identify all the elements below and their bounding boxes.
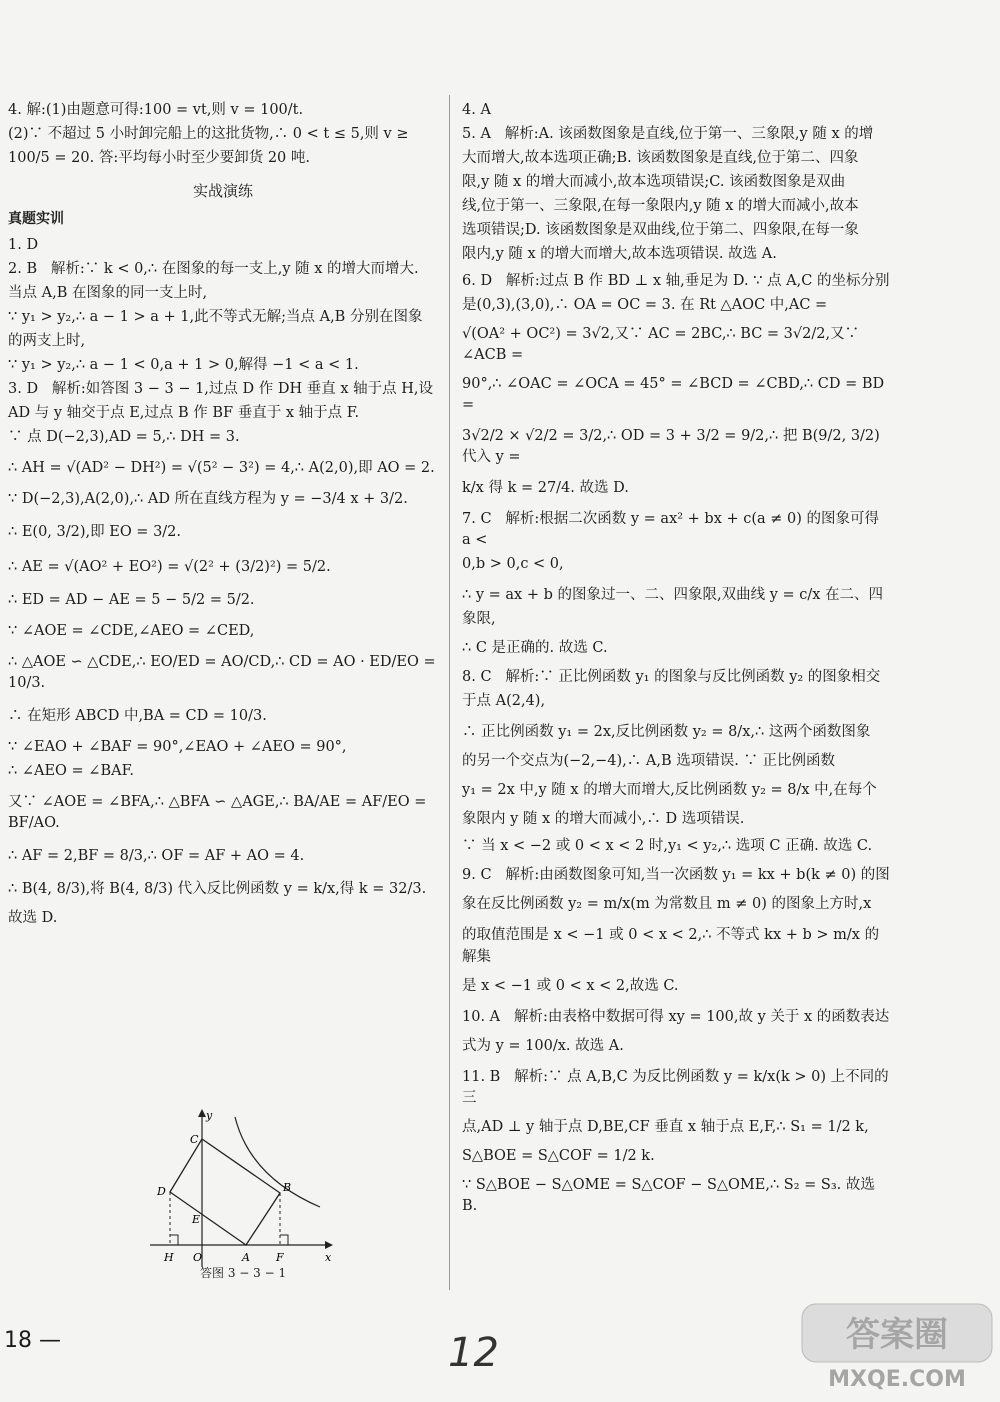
watermark-url: MXQE.COM	[828, 1367, 966, 1392]
answer-line: 选项错误;D. 该函数图象是双曲线,位于第二、四象限,在每一象	[462, 222, 859, 239]
answer-line: (2)∵ 不超过 5 小时卸完船上的这批货物,∴ 0 < t ≤ 5,则 v ≥	[8, 126, 409, 143]
answer-line: 限内,y 随 x 的增大而增大,故本选项错误. 故选 A.	[462, 246, 777, 263]
watermark-text: 答案圈	[846, 1315, 948, 1355]
answer-line: ∴ B(4, 8/3),将 B(4, 8/3) 代入反比例函数 y = k/x,得 k = 32/3.	[8, 881, 427, 898]
answer-line: 3. D 解析:如答图 3 − 3 − 1,过点 D 作 DH 垂直 x 轴于点 H,设	[8, 381, 434, 398]
label-y: y	[206, 1109, 213, 1122]
answer-line: 点,AD ⊥ y 轴于点 D,BE,CF 垂直 x 轴于点 E,F,∴ S₁ = 1/2 k,	[462, 1118, 869, 1135]
right-angle-mark-h	[170, 1235, 178, 1245]
answer-line: y₁ = 2x 中,y 随 x 的增大而增大,反比例函数 y₂ = 8/x 中,在每个	[462, 782, 877, 799]
answer-line: 1. D	[8, 237, 39, 254]
right-angle-mark-f	[280, 1235, 288, 1245]
answer-line: 的两支上时,	[8, 333, 86, 350]
answer-line: 0,b > 0,c < 0,	[462, 556, 564, 573]
answer-line: ∴ ED = AD − AE = 5 − 5/2 = 5/2.	[8, 592, 255, 609]
answer-line: 5. A 解析:A. 该函数图象是直线,位于第一、三象限,y 随 x 的增	[462, 126, 874, 143]
answer-line: 4. 解:(1)由题意可得:100 = vt,则 v = 100/t.	[8, 102, 304, 118]
answer-line: ∵ D(−2,3),A(2,0),∴ AD 所在直线方程为 y = −3/4 x + 3/2.	[8, 491, 408, 508]
left-column	[8, 100, 441, 932]
answer-line: ∴ y = ax + b 的图象过一、二、四象限,双曲线 y = c/x 在二、四	[462, 587, 884, 604]
label-h: H	[164, 1251, 174, 1264]
answer-line: 90°,∴ ∠OAC = ∠OCA = 45° = ∠BCD = ∠CBD,∴ CD = BD =	[462, 376, 889, 414]
answer-line: 当点 A,B 在图象的同一支上时,	[8, 285, 208, 302]
answer-line: 故选 D.	[8, 910, 58, 927]
answer-line: ∵ ∠AOE = ∠CDE,∠AEO = ∠CED,	[8, 623, 255, 640]
answer-line: 7. C 解析:根据二次函数 y = ax² + bx + c(a ≠ 0) 的图象可得 a <	[462, 511, 884, 549]
answer-line: ∴ AE = √(AO² + EO²) = √(2² + (3/2)²) = 5/2.	[8, 559, 331, 576]
label-e: E	[192, 1213, 201, 1226]
column-divider	[449, 95, 450, 1290]
answer-line: ∴ 正比例函数 y₁ = 2x,反比例函数 y₂ = 8/x,∴ 这两个函数图象	[462, 724, 871, 741]
y-axis-arrow	[198, 1109, 206, 1117]
answer-line: 6. D 解析:过点 B 作 BD ⊥ x 轴,垂足为 D. ∵ 点 A,C 的坐标分别	[462, 273, 890, 290]
answer-line: 11. B 解析:∵ 点 A,B,C 为反比例函数 y = k/x(k > 0) 上不同的三	[462, 1068, 889, 1106]
answer-line: ∵ 点 D(−2,3),AD = 5,∴ DH = 3.	[8, 429, 240, 446]
answer-line: 的取值范围是 x < −1 或 0 < x < 2,∴ 不等式 kx + b > m/x 的解集	[462, 927, 880, 965]
answer-line: 大而增大,故本选项正确;B. 该函数图象是直线,位于第二、四象	[462, 150, 859, 167]
answer-line: 100/5 = 20. 答:平均每小时至少要卸货 20 吨.	[8, 150, 310, 167]
answer-line: 8. C 解析:∵ 正比例函数 y₁ 的图象与反比例函数 y₂ 的图象相交	[462, 669, 881, 686]
hyperbola-curve	[235, 1117, 320, 1207]
answer-line: ∴ E(0, 3/2),即 EO = 3/2.	[8, 524, 182, 541]
subsection-title: 真题实训	[8, 210, 64, 227]
handwritten-note: 12	[448, 1330, 499, 1376]
section-title: 实战演练	[192, 182, 253, 201]
label-b: B	[283, 1181, 292, 1194]
answer-line: √(OA² + OC²) = 3√2,又∵ AC = 2BC,∴ BC = 3√2/2,又∵ ∠ACB =	[462, 326, 864, 364]
label-d: D	[157, 1185, 166, 1198]
answer-line: 是 x < −1 或 0 < x < 2,故选 C.	[462, 977, 679, 994]
answer-line: ∵ ∠EAO + ∠BAF = 90°,∠EAO + ∠AEO = 90°,	[8, 739, 347, 756]
label-a: A	[242, 1251, 250, 1264]
label-f: F	[276, 1251, 284, 1264]
answer-line: 象限,	[462, 611, 496, 628]
answer-line: 象在反比例函数 y₂ = m/x(m 为常数且 m ≠ 0) 的图象上方时,x	[462, 896, 872, 913]
answer-line: ∴ △AOE ∽ △CDE,∴ EO/ED = AO/CD,∴ CD = AO · ED/EO = 10/3.	[8, 654, 441, 692]
answer-line: ∴ AF = 2,BF = 8/3,∴ OF = AF + AO = 4.	[8, 848, 305, 865]
label-o: O	[193, 1251, 203, 1264]
page-number: 18 —	[4, 1328, 61, 1353]
answer-line: 限,y 随 x 的增大而减小,故本选项错误;C. 该函数图象是双曲	[462, 174, 846, 191]
answer-line: 9. C 解析:由函数图象可知,当一次函数 y₁ = kx + b(k ≠ 0) 的图	[462, 867, 890, 884]
answer-line: 于点 A(2,4),	[462, 693, 546, 710]
answer-line: 3√2/2 × √2/2 = 3/2,∴ OD = 3 + 3/2 = 9/2,∴ 把 B(9/2, 3/2) 代入 y =	[462, 428, 885, 466]
answer-line: 10. A 解析:由表格中数据可得 xy = 100,故 y 关于 x 的函数表达	[462, 1008, 890, 1025]
answer-line: ∵ 当 x < −2 或 0 < x < 2 时,y₁ < y₂,∴ 选项 C 正确. 故选 C.	[462, 838, 873, 855]
answer-line: 是(0,3),(3,0),∴ OA = OC = 3. 在 Rt △AOC 中,AC =	[462, 297, 828, 314]
answer-line: 的另一个交点为(−2,−4),∴ A,B 选项错误. ∵ 正比例函数	[462, 753, 836, 770]
answer-line: ∵ y₁ > y₂,∴ a − 1 < 0,a + 1 > 0,解得 −1 < a < 1.	[8, 357, 359, 374]
answer-line: ∵ S△BOE − S△OME = S△COF − S△OME,∴ S₂ = S₃. 故选 B.	[462, 1176, 880, 1214]
answer-line: 式为 y = 100/x. 故选 A.	[462, 1037, 624, 1054]
right-column	[462, 100, 890, 1220]
answer-line: S△BOE = S△COF = 1/2 k.	[462, 1147, 655, 1164]
watermark-logo	[800, 1300, 995, 1395]
answer-line: ∴ AH = √(AD² − DH²) = √(5² − 3²) = 4,∴ A(2,0),即 AO = 2.	[8, 460, 435, 477]
answer-line: k/x 得 k = 27/4. 故选 D.	[462, 480, 629, 497]
answer-line: 线,位于第一、三象限,在每一象限内,y 随 x 的增大而减小,故本	[462, 198, 859, 215]
geometry-figure	[140, 1092, 340, 1292]
answer-line: 象限内 y 随 x 的增大而减小,∴ D 选项错误.	[462, 811, 745, 828]
answer-line: AD 与 y 轴交于点 E,过点 B 作 BF 垂直于 x 轴于点 F.	[8, 405, 360, 422]
answer-line: 2. B 解析:∵ k < 0,∴ 在图象的每一支上,y 随 x 的增大而增大.	[8, 261, 419, 278]
rectangle-abcd	[170, 1139, 280, 1245]
answer-line: ∴ ∠AEO = ∠BAF.	[8, 763, 134, 780]
label-x: x	[325, 1251, 332, 1264]
label-c: C	[190, 1133, 199, 1146]
figure-caption: 答图 3 − 3 − 1	[200, 1266, 287, 1280]
answer-line: 4. A	[462, 102, 491, 118]
answer-line: 又∵ ∠AOE = ∠BFA,∴ △BFA ∽ △AGE,∴ BA/AE = AF/EO = BF/AO.	[8, 794, 431, 832]
x-axis-arrow	[325, 1241, 333, 1249]
answer-line: ∴ C 是正确的. 故选 C.	[462, 640, 608, 657]
answer-line: ∵ y₁ > y₂,∴ a − 1 > a + 1,此不等式无解;当点 A,B 分别在图象	[8, 309, 423, 326]
answer-line: ∴ 在矩形 ABCD 中,BA = CD = 10/3.	[8, 708, 267, 725]
